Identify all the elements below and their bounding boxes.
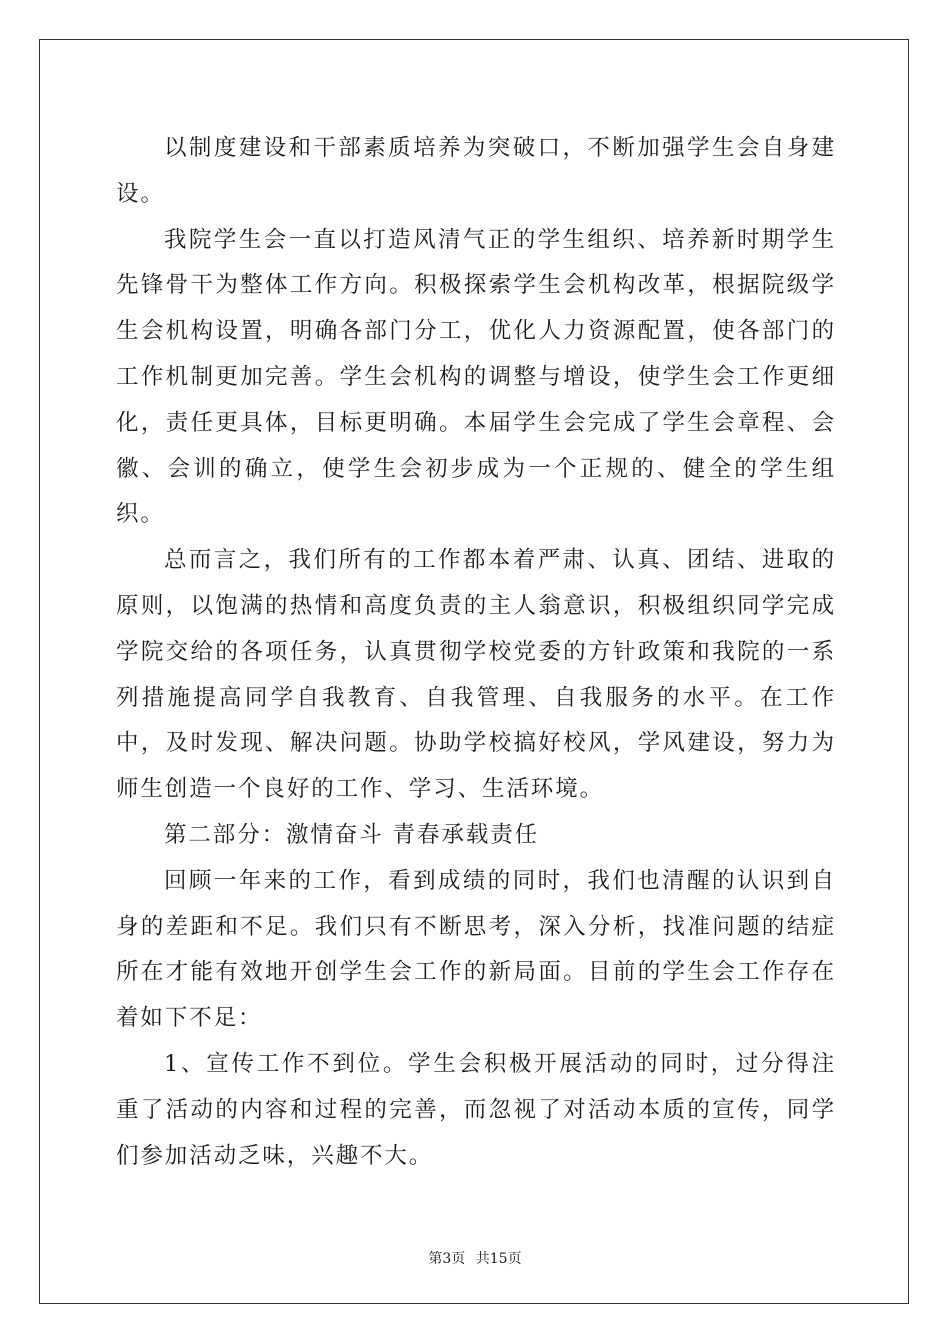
paragraph-5: 1、宣传工作不到位。学生会积极开展活动的同时，过分得注重了活动的内容和过程的完善，而忽视了对活动本质的宣传，同学们参加活动乏味，兴趣不大。	[116, 1050, 836, 1169]
paragraph-2: 我院学生会一直以打造风清气正的学生组织、培养新时期学生先锋骨干为整体工作方向。积极探索学生会机构改革，根据院级学生会机构设置，明确各部门分工，优化人力资源配置，使各部门的工作机制更加完善。学生会机构的调整与增设，使学生会工作更细化，责任更具体，目标更明确。本届学生会完成了学生会章程、会徽、会训的确立，使学生会初步成为一个正规的、健全的学生组织。	[116, 226, 836, 528]
section-heading: 第二部分：激情奋斗 青春承载责任	[164, 821, 540, 848]
page-footer	[0, 1248, 950, 1268]
document-body	[116, 126, 836, 1179]
paragraph-3: 总而言之，我们所有的工作都本着严肃、认真、团结、进取的原则，以饱满的热情和高度负责的主人翁意识，积极组织同学完成学院交给的各项任务，认真贯彻学校党委的方针政策和我院的一系列措施提高同学自我教育、自我管理、自我服务的水平。在工作中，及时发现、解决问题。协助学校搞好校风，学风建设，努力为师生创造一个良好的工作、学习、生活环境。	[116, 547, 836, 803]
paragraph-1: 以制度建设和干部素质培养为突破口，不断加强学生会自身建设。	[116, 135, 836, 207]
page-number: 第3页	[428, 1251, 466, 1267]
paragraph-4: 回顾一年来的工作，看到成绩的同时，我们也清醒的认识到自身的差距和不足。我们只有不断思考，深入分析，找准问题的结症所在才能有效地开创学生会工作的新局面。目前的学生会工作存在着如下不足：	[116, 867, 836, 1032]
page-total: 共15页	[475, 1251, 522, 1267]
